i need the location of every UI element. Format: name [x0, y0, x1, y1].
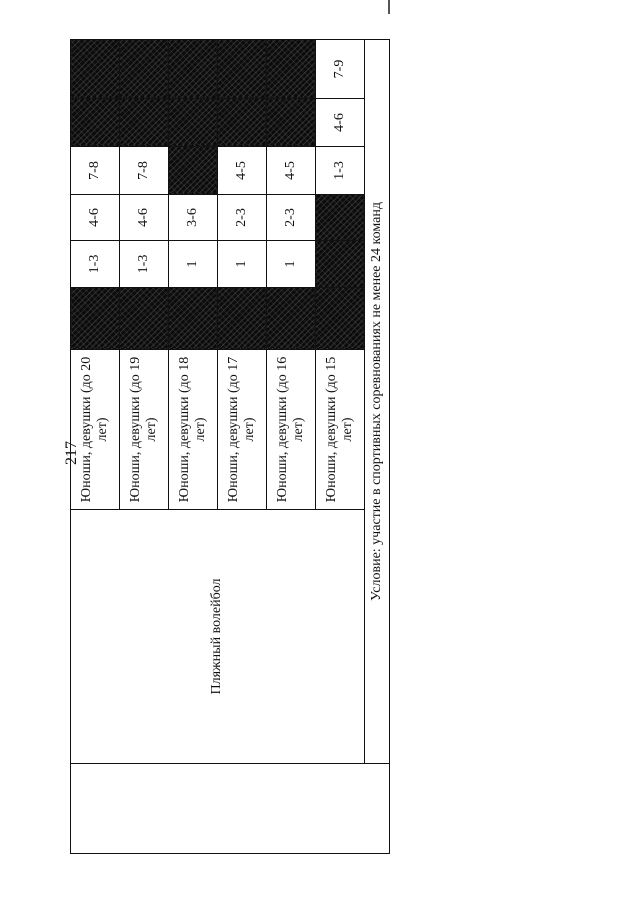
rank-cell: 1-3 [315, 147, 364, 195]
rank-cell: 4-5 [266, 147, 315, 195]
rank-cell: 7-9 [315, 40, 364, 99]
age-group-cell: Юноши, девушки (до 19 лет) [119, 350, 168, 510]
age-group-cell: Юноши, девушки (до 17 лет) [217, 350, 266, 510]
rank-cell: 4-6 [71, 195, 120, 241]
condition-note: Условие: участие в спортивных соревнованиях не менее 24 команд [364, 40, 389, 764]
age-group-cell: Юноши, девушки (до 20 лет) [71, 350, 120, 510]
rank-cell: 4-5 [217, 147, 266, 195]
rank-cell: 1 [168, 241, 217, 288]
shaded-cell [315, 195, 364, 241]
rank-cell: 3-6 [168, 195, 217, 241]
sport-name-cell: Пляжный волейбол [71, 510, 365, 764]
shaded-cell [71, 99, 120, 147]
ranking-table [70, 39, 390, 854]
shaded-cell [266, 99, 315, 147]
shaded-cell [168, 40, 217, 99]
rank-cell: 2-3 [217, 195, 266, 241]
rank-cell: 1-3 [119, 241, 168, 288]
rank-cell: 1 [266, 241, 315, 288]
scan-edge-mark [388, 0, 390, 14]
rank-cell: 1-3 [71, 241, 120, 288]
shaded-cell [217, 288, 266, 350]
rotated-table-wrapper [70, 40, 390, 854]
shaded-cell [119, 99, 168, 147]
shaded-cell [71, 288, 120, 350]
rank-cell: 7-8 [71, 147, 120, 195]
shaded-cell [217, 40, 266, 99]
shaded-cell [168, 147, 217, 195]
page-number: 217 [63, 441, 80, 465]
rank-cell: 1 [217, 241, 266, 288]
shaded-cell [266, 288, 315, 350]
age-group-cell: Юноши, девушки (до 18 лет) [168, 350, 217, 510]
table-row [364, 40, 389, 854]
table-row [71, 40, 120, 854]
shaded-cell [315, 241, 364, 288]
shaded-cell [315, 288, 364, 350]
shaded-cell [71, 40, 120, 99]
empty-first-column [71, 764, 390, 854]
rank-cell: 7-8 [119, 147, 168, 195]
shaded-cell [119, 40, 168, 99]
shaded-cell [168, 99, 217, 147]
age-group-cell: Юноши, девушки (до 16 лет) [266, 350, 315, 510]
shaded-cell [266, 40, 315, 99]
shaded-cell [217, 99, 266, 147]
age-group-cell: Юноши, девушки (до 15 лет) [315, 350, 364, 510]
rank-cell: 4-6 [315, 99, 364, 147]
shaded-cell [119, 288, 168, 350]
rank-cell: 4-6 [119, 195, 168, 241]
shaded-cell [168, 288, 217, 350]
rank-cell: 2-3 [266, 195, 315, 241]
